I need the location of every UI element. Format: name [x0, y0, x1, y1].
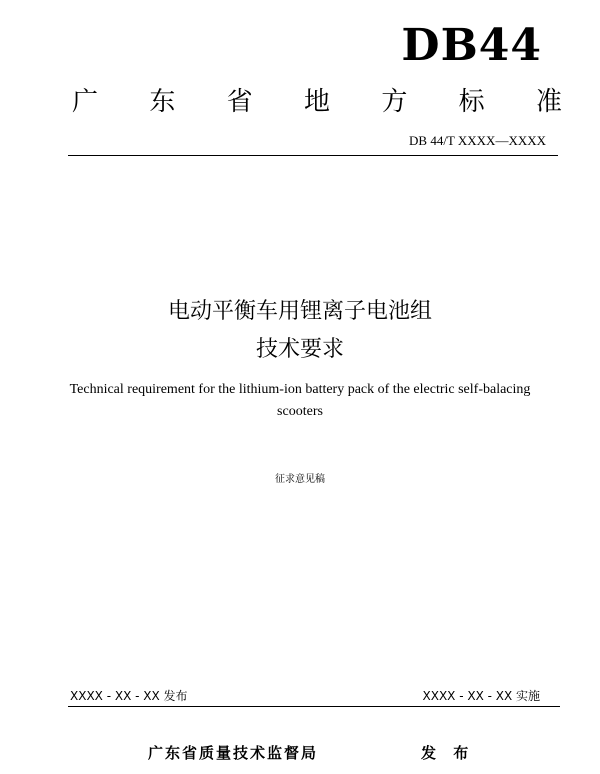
issuer-name: 广东省质量技术监督局 — [148, 744, 319, 762]
org-title-char: 标 — [458, 87, 485, 117]
org-title-char: 东 — [149, 87, 176, 117]
org-title-char: 地 — [303, 87, 330, 117]
publish-date: XXXX - XX - XX 发布 — [70, 689, 188, 703]
org-title-char: 方 — [381, 87, 408, 117]
bottom-divider — [68, 706, 560, 707]
org-title-char: 准 — [535, 87, 562, 117]
title-en-line2: scooters — [277, 404, 323, 419]
top-divider — [68, 155, 558, 156]
draft-label: 征求意见稿 — [275, 474, 325, 485]
org-title — [72, 86, 562, 118]
issue-label: 发 布 — [421, 744, 475, 762]
org-title-char: 广 — [72, 87, 99, 117]
title-cn-line1: 电动平衡车用锂离子电池组 — [167, 299, 432, 324]
standard-number: DB 44/T XXXX—XXXX — [409, 133, 546, 148]
title-en-line1: Technical requirement for the lithium-ion battery pack of the electric self-balacing — [69, 382, 531, 397]
org-title-char: 省 — [226, 87, 253, 117]
standard-code: DB44 — [401, 20, 542, 71]
title-cn-line2: 技术要求 — [255, 337, 344, 362]
implement-date: XXXX - XX - XX 实施 — [422, 689, 540, 703]
